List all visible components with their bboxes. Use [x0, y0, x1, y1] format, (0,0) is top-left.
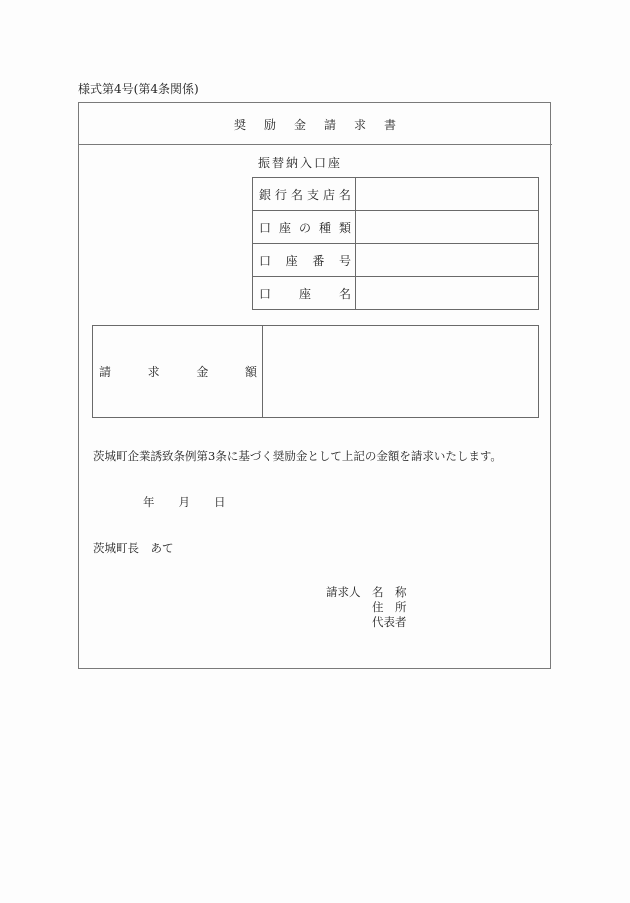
account-type-field[interactable] — [356, 211, 539, 244]
addressee: 茨城町長 あて — [93, 541, 174, 555]
bank-account-table — [252, 177, 539, 310]
claimant-address-label: 住 所 — [372, 600, 407, 614]
table-row — [253, 244, 539, 277]
claimant-label: 請求人 — [326, 585, 361, 599]
title-char: 金 — [293, 118, 306, 132]
claim-amount-field[interactable] — [263, 326, 539, 418]
title-char: 奨 — [233, 118, 246, 132]
title-char: 書 — [384, 118, 397, 132]
account-number-label: 口 座 番 号 — [253, 244, 356, 277]
bank-branch-label: 銀 行 名 支 店 名 — [253, 178, 356, 211]
account-number-field[interactable] — [356, 244, 539, 277]
title-char: 請 — [324, 118, 337, 132]
month-label: 月 — [178, 495, 190, 509]
claimant-name-label: 名 称 — [372, 585, 407, 599]
table-row — [253, 277, 539, 310]
table-row — [253, 211, 539, 244]
claim-amount-table — [92, 325, 539, 418]
year-label: 年 — [143, 495, 155, 509]
transfer-account-heading: 振替納入口座 — [258, 156, 343, 170]
date-line — [143, 494, 250, 510]
account-name-label: 口 座 名 — [253, 277, 356, 310]
claim-amount-label: 請 求 金 額 — [93, 326, 263, 418]
title-char: 求 — [354, 118, 367, 132]
claimant-representative-label: 代表者 — [372, 615, 407, 629]
form-number: 様式第4号(第4条関係) — [78, 82, 199, 96]
bank-branch-field[interactable] — [356, 178, 539, 211]
document-title — [78, 116, 552, 133]
account-type-label: 口 座 の 種 類 — [253, 211, 356, 244]
claim-statement: 茨城町企業誘致条例第3条に基づく奨励金として上記の金額を請求いたします。 — [93, 449, 502, 463]
title-char: 励 — [263, 118, 276, 132]
day-label: 日 — [214, 495, 226, 509]
table-row — [253, 178, 539, 211]
title-divider — [78, 144, 552, 145]
account-name-field[interactable] — [356, 277, 539, 310]
claimant-block — [326, 585, 408, 630]
table-row — [93, 326, 539, 418]
